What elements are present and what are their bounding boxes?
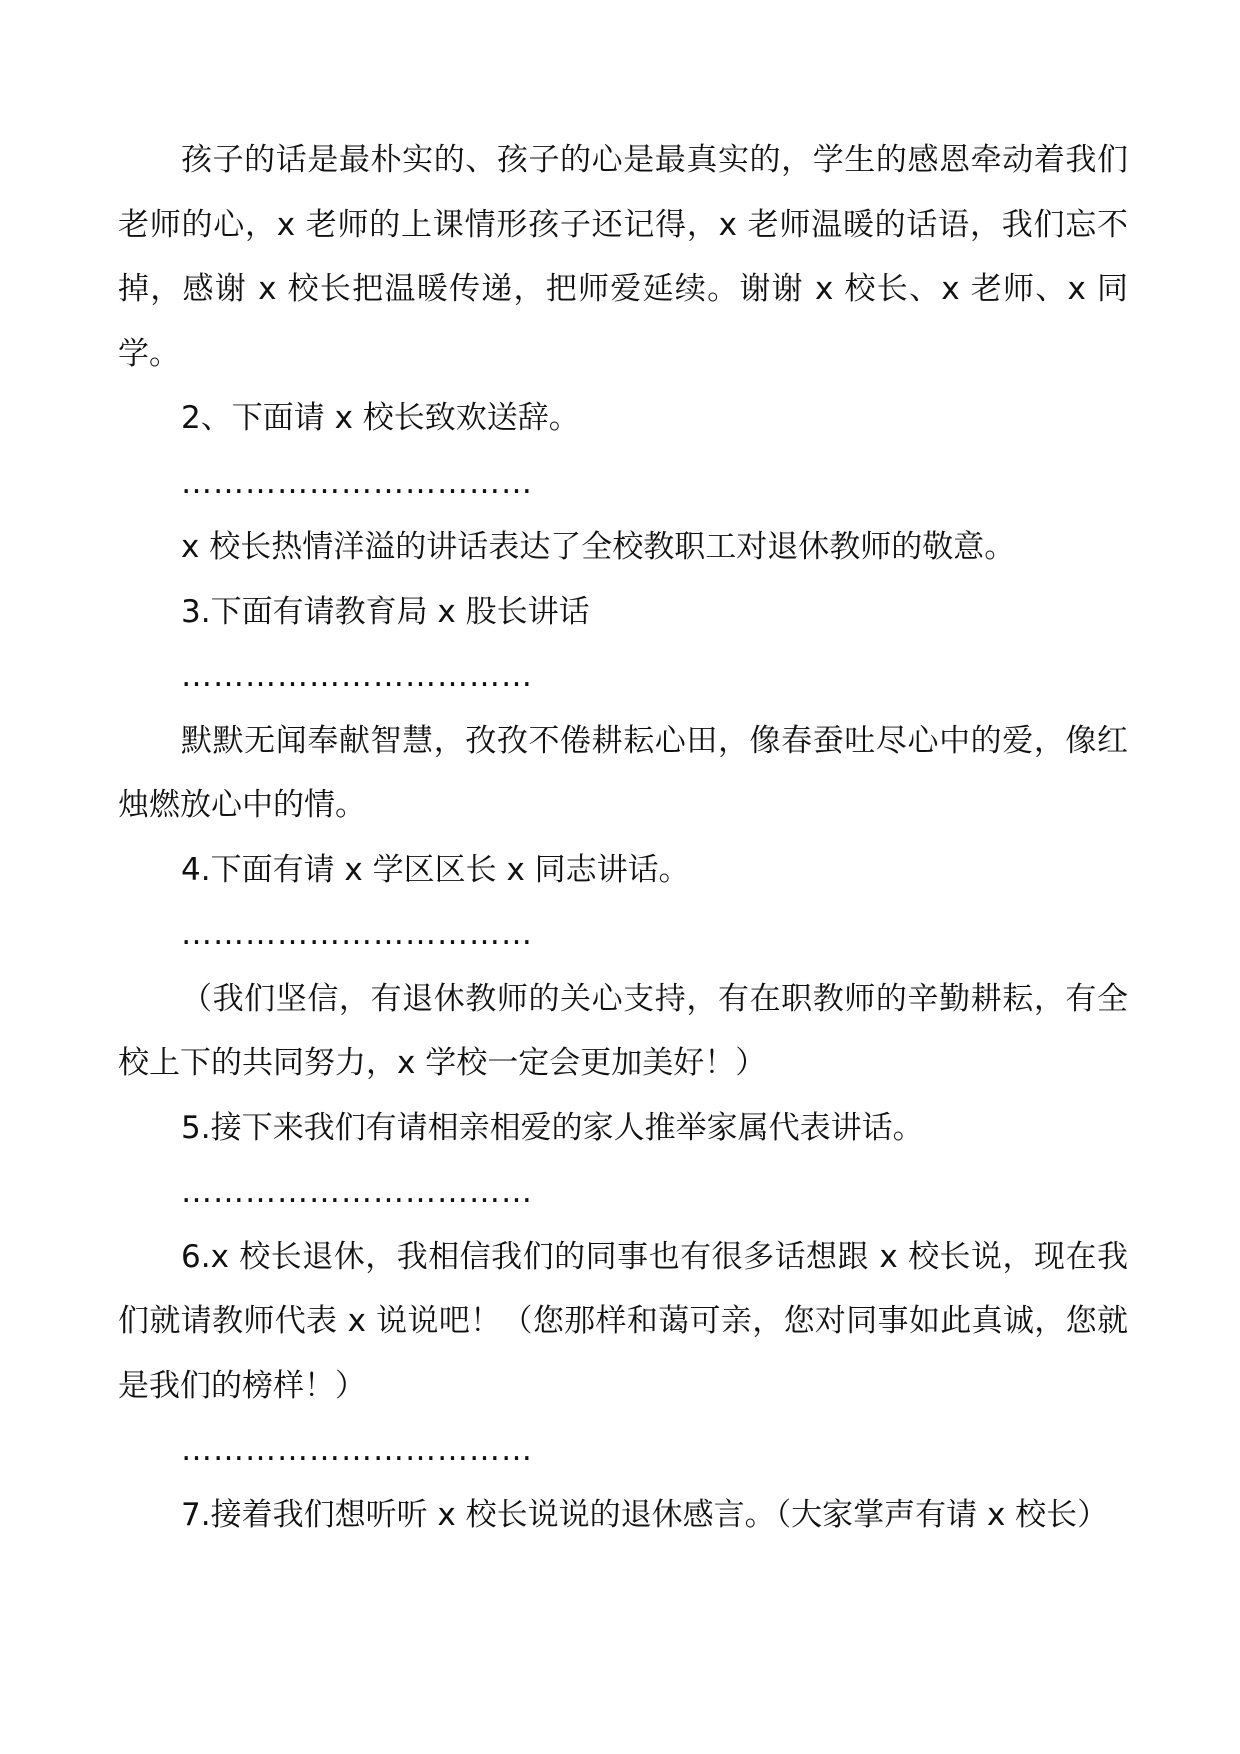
paragraph-principal-remark: x 校长热情洋溢的讲话表达了全校教职工对退休教师的敬意。 [181, 529, 1016, 565]
paragraph-belief: （我们坚信，有退休教师的关心支持，有在职教师的辛勤耕耘，有全校上下的共同努力，x 学校一定会更加美好！） [118, 980, 1128, 1081]
paragraph-thanks: 孩子的话是最朴实的、孩子的心是最真实的，学生的感恩牵动着我们老师的心，x 老师的上课情形孩子还记得，x 老师温暖的话语，我们忘不掉，感谢 x 校长把温暖传递，把师爱延续。谢谢 x 校长、x 老师、x 同学。 [118, 142, 1128, 372]
paragraph-item-3: 3.下面有请教育局 x 股长讲话 [181, 593, 590, 630]
paragraph-tribute: 默默无闻奉献智慧，孜孜不倦耕耘心田，像春蚕吐尽心中的爱，像红烛燃放心中的情。 [118, 722, 1128, 823]
ellipsis-separator: …………………………… [181, 1432, 533, 1468]
ellipsis-separator: …………………………… [181, 658, 533, 694]
ellipsis-separator: …………………………… [181, 464, 533, 501]
paragraph-item-7: 7.接着我们想听听 x 校长说说的退休感言。（大家掌声有请 x 校长） [181, 1496, 1109, 1533]
paragraph-item-2: 2、下面请 x 校长致欢送辞。 [181, 400, 580, 436]
paragraph-item-6: 6.x 校长退休，我相信我们的同事也有很多话想跟 x 校长说，现在我们就请教师代表 x 说说吧！（您那样和蔼可亲，您对同事如此真诚，您就是我们的榜样！） [118, 1238, 1128, 1404]
document-body [118, 128, 1128, 1547]
paragraph-item-5: 5.接下来我们有请相亲相爱的家人推举家属代表讲话。 [181, 1109, 924, 1146]
paragraph-item-4: 4.下面有请 x 学区区长 x 同志讲话。 [181, 851, 690, 888]
ellipsis-separator: …………………………… [181, 1174, 533, 1210]
ellipsis-separator: …………………………… [181, 916, 533, 952]
